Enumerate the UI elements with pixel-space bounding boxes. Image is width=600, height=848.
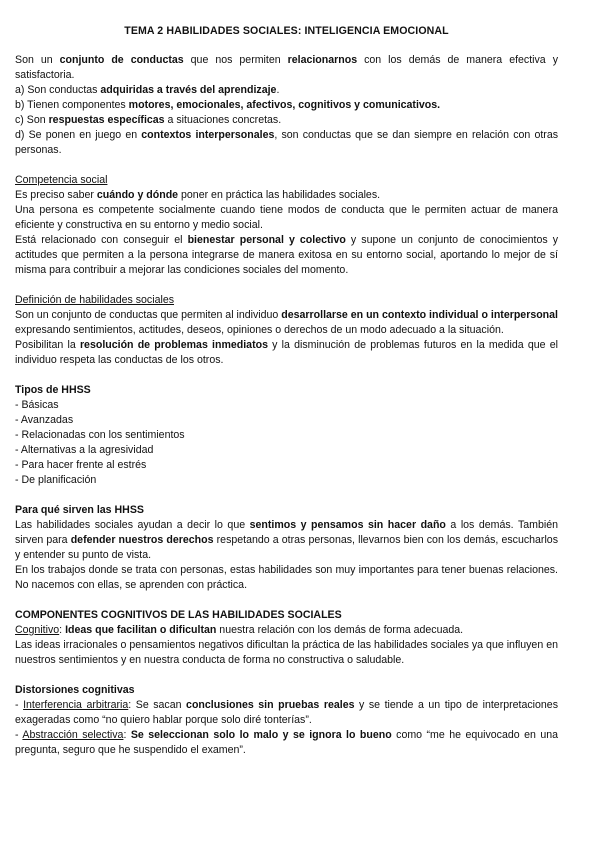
section-heading-componentes: COMPONENTES COGNITIVOS DE LAS HABILIDADES SOCIALES — [15, 609, 342, 621]
bold-text: Ideas que facilitan o dificultan — [65, 624, 217, 636]
bold-text: conclusiones sin pruebas reales — [186, 699, 355, 711]
bold-text: defender nuestros derechos — [70, 534, 214, 546]
text: poner en práctica las habilidades sociales. — [178, 189, 381, 201]
bold-text: Se seleccionan solo lo malo y se ignora lo bueno — [130, 729, 392, 741]
competencia-p2: Una persona es competente socialmente cuando tiene modos de conducta que le permiten actuar de manera eficiente y constructiva en su entorno y medio social. — [15, 204, 558, 231]
text: . — [276, 84, 280, 96]
section-heading-tipos: Tipos de HHSS — [15, 384, 91, 396]
text: : — [123, 729, 131, 741]
bold-text: bienestar personal y colectivo — [187, 234, 346, 246]
text: como “me he equivocado en una pregunta, seguro que he suspendido el examen”. — [15, 729, 559, 756]
text: Son un conjunto de conductas que permiten al individuo — [15, 309, 282, 321]
list-item: - Relacionadas con los sentimientos — [15, 429, 185, 441]
tipos-list — [15, 398, 558, 488]
bold-text: adquiridas a través del aprendizaje — [100, 84, 277, 96]
text: Es preciso saber — [15, 189, 97, 201]
text: Posibilitan la — [15, 339, 80, 351]
intro-item-b — [15, 98, 558, 113]
text: d) Se ponen en juego en — [15, 129, 142, 141]
bold-text: cuándo y dónde — [96, 189, 179, 201]
list-item: - Para hacer frente al estrés — [15, 459, 147, 471]
text: que nos permiten — [183, 54, 288, 66]
bold-text: desarrollarse en un contexto individual o interpersonal — [281, 309, 558, 321]
text: Está relacionado con conseguir el — [15, 234, 188, 246]
text: nuestra relación con los demás de forma adecuada. — [216, 624, 464, 636]
definicion-p1 — [15, 308, 558, 338]
section-heading-distorsiones: Distorsiones cognitivas — [15, 684, 135, 696]
distorsion-item-2 — [15, 728, 558, 758]
paraque-p2: En los trabajos donde se trata con personas, estas habilidades son muy importantes para tener buenas relaciones. No nacemos con ellas, se aprenden con práctica. — [15, 564, 558, 591]
intro-paragraph — [15, 53, 558, 83]
section-heading-paraque: Para qué sirven las HHSS — [15, 504, 144, 516]
text: y se tiende a un tipo de interpretaciones exageradas como “no quiero hablar porque solo diré tonterías”. — [15, 699, 558, 726]
componentes-p1 — [15, 623, 558, 638]
bold-text: relacionarnos — [287, 54, 358, 66]
text: Las habilidades sociales ayudan a decir lo que — [15, 519, 250, 531]
text: y supone un conjunto de conocimientos y actitudes que permiten a la persona integrarse de manera exitosa en su entorno social, aportando lo mejor de sí misma para contribuir a mejorar las condiciones sociales del momento. — [15, 234, 558, 276]
componentes-p2: Las ideas irracionales o pensamientos negativos dificultan la práctica de las habilidades sociales ya que influyen en nuestros sentimientos y en nuestra conducta de forma no constructiva o saludable. — [15, 639, 558, 666]
bold-text: contextos interpersonales — [141, 129, 275, 141]
competencia-p1 — [15, 188, 558, 203]
competencia-p3 — [15, 233, 558, 278]
text: b) Tienen componentes — [15, 99, 129, 111]
text: Son un — [15, 54, 60, 66]
bold-text: sentimos y pensamos sin hacer daño — [249, 519, 446, 531]
intro-item-d — [15, 128, 558, 158]
list-item: - Avanzadas — [15, 414, 74, 426]
definicion-p2 — [15, 338, 558, 368]
list-item: - Alternativas a la agresividad — [15, 444, 154, 456]
section-heading-competencia: Competencia social — [15, 174, 108, 186]
distorsion-item-1 — [15, 698, 558, 728]
text: c) Son — [15, 114, 49, 126]
bold-text: respuestas específicas — [48, 114, 165, 126]
document-title: TEMA 2 HABILIDADES SOCIALES: INTELIGENCIA EMOCIONAL — [124, 25, 449, 37]
text: expresando sentimientos, actitudes, deseos, opiniones o derechos de un modo adecuado a la situación. — [15, 324, 504, 336]
text: , son conductas que se dan siempre en relación con otras personas. — [15, 129, 559, 156]
list-item: - Básicas — [15, 399, 59, 411]
intro-item-c — [15, 113, 558, 128]
underlined-text: Interferencia arbitraria — [23, 699, 129, 711]
text: respetando a otras personas, llevarnos bien con los demás, escucharlos y entender su punto de vista. — [15, 534, 558, 561]
paraque-p1 — [15, 518, 558, 563]
text: - — [15, 729, 23, 741]
bold-text: motores, emocionales, afectivos, cognitivos y comunicativos. — [128, 99, 441, 111]
underlined-text: Abstracción selectiva — [22, 729, 124, 741]
text: a los demás. También sirven para — [15, 519, 558, 546]
bold-text: conjunto de conductas — [59, 54, 184, 66]
text: a) Son conductas — [15, 84, 101, 96]
intro-item-a — [15, 83, 558, 98]
text: - — [15, 699, 24, 711]
bold-text: resolución de problemas inmediatos — [79, 339, 268, 351]
document-page — [15, 24, 558, 758]
text: a situaciones concretas. — [164, 114, 282, 126]
text: : Se sacan — [128, 699, 187, 711]
section-heading-definicion: Definición de habilidades sociales — [15, 294, 175, 306]
underlined-text: Cognitivo — [15, 624, 60, 636]
list-item: - De planificación — [15, 474, 97, 486]
text: y la disminución de problemas futuros en la medida que el individuo respeta las conductas de los otros. — [15, 339, 558, 366]
text: con los demás de manera efectiva y satisfactoria. — [15, 54, 558, 81]
text: : — [59, 624, 66, 636]
